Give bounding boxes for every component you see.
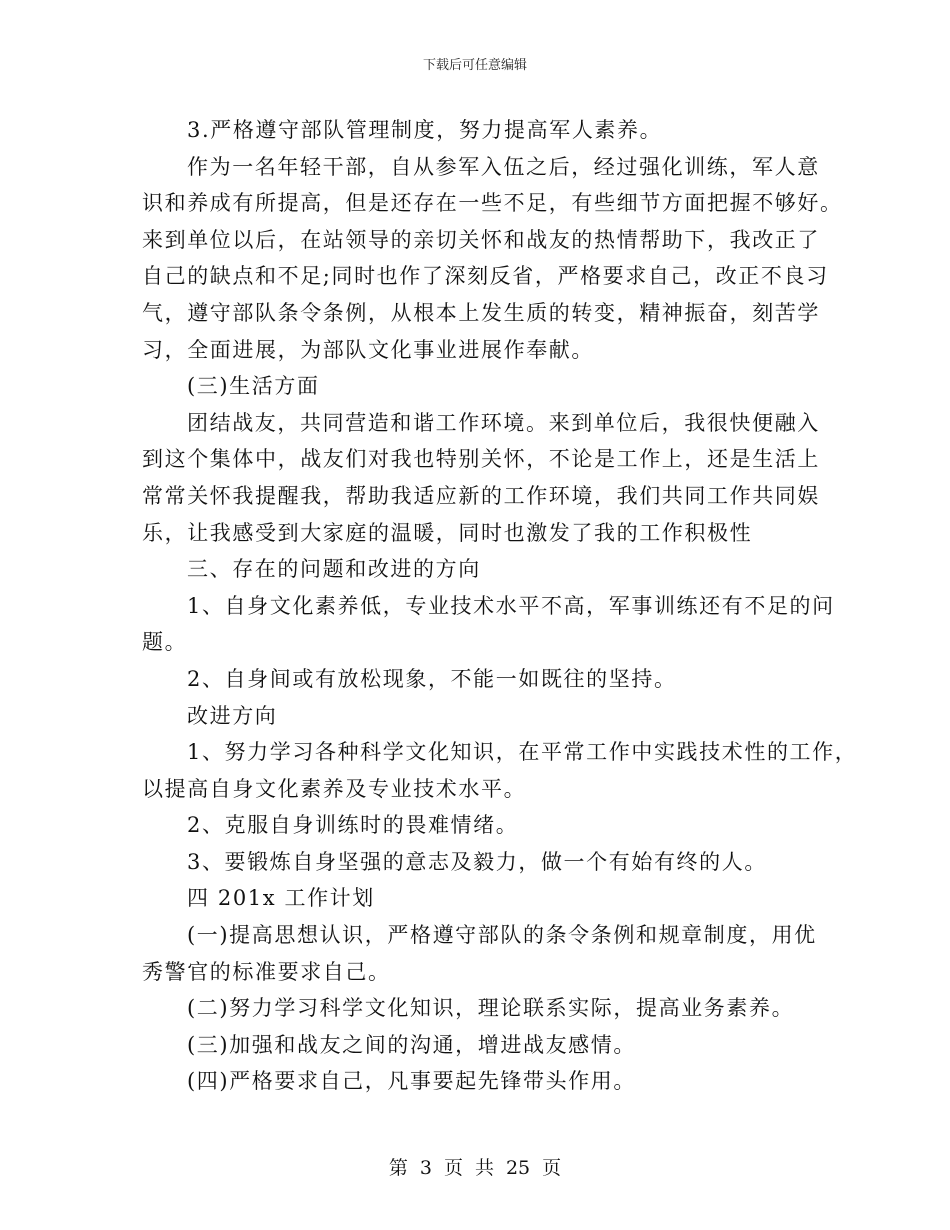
text-line: 来到单位以后，在站领导的亲切关怀和战友的热情帮助下，我改正了 bbox=[142, 227, 820, 252]
footer-prefix: 第 bbox=[388, 1157, 408, 1179]
text-line: 2、自身间或有放松现象，不能一如既往的坚持。 bbox=[187, 666, 677, 691]
text-line: 气，遵守部队条令条例，从根本上发生质的转变，精神振奋，刻苦学 bbox=[142, 300, 820, 325]
text-line: 四 201x 工作计划 bbox=[187, 886, 375, 911]
text-line: 2、克服自身训练时的畏难情绪。 bbox=[187, 813, 519, 838]
text-line: 以提高自身文化素养及专业技术水平。 bbox=[142, 776, 527, 801]
text-line: 题。 bbox=[142, 630, 188, 655]
footer-page-number: 3 bbox=[419, 1157, 432, 1179]
text-line: 自己的缺点和不足;同时也作了深刻反省，严格要求自己，改正不良习 bbox=[142, 264, 829, 289]
text-line: 乐，让我感受到大家庭的温暖，同时也激发了我的工作积极性 bbox=[142, 520, 753, 545]
text-line: 到这个集体中，战友们对我也特别关怀，不论是工作上，还是生活上 bbox=[142, 447, 820, 472]
text-line: (三)生活方面 bbox=[187, 374, 320, 399]
text-line: (四)严格要求自己，凡事要起先锋带头作用。 bbox=[187, 1069, 636, 1094]
text-line: (三)加强和战友之间的沟通，增进战友感情。 bbox=[187, 1032, 636, 1057]
page-footer bbox=[0, 1153, 950, 1180]
text-line: (一)提高思想认识，严格遵守部队的条令条例和规章制度，用优 bbox=[187, 923, 817, 948]
text-line: 改进方向 bbox=[187, 703, 278, 728]
text-line: 作为一名年轻干部，自从参军入伍之后，经过强化训练，军人意 bbox=[187, 154, 820, 179]
text-line: 3.严格遵守部队管理制度，努力提高军人素养。 bbox=[187, 118, 663, 142]
footer-total-prefix: 共 bbox=[474, 1157, 494, 1179]
text-line: 1、自身文化素养低，专业技术水平不高，军事训练还有不足的问 bbox=[187, 593, 835, 618]
text-line: 识和养成有所提高，但是还存在一些不足，有些细节方面把握不够好。 bbox=[142, 191, 843, 216]
footer-total-unit: 页 bbox=[542, 1157, 562, 1179]
text-line: 团结战友，共同营造和谐工作环境。来到单位后，我很快便融入 bbox=[187, 410, 820, 435]
text-line: 常常关怀我提醒我，帮助我适应新的工作环境，我们共同工作共同娱 bbox=[142, 483, 820, 508]
document-body bbox=[142, 112, 858, 1100]
text-line: (二)努力学习科学文化知识，理论联系实际，提高业务素养。 bbox=[187, 996, 795, 1021]
text-line: 习，全面进展，为部队文化事业进展作奉献。 bbox=[142, 337, 594, 362]
text-line: 3、要锻炼自身坚强的意志及毅力，做一个有始有终的人。 bbox=[187, 849, 767, 874]
text-line: 三、存在的问题和改进的方向 bbox=[187, 557, 481, 582]
footer-total-pages: 25 bbox=[505, 1157, 531, 1179]
page-header: 下载后可任意编辑 bbox=[422, 58, 527, 73]
text-line: 秀警官的标准要求自己。 bbox=[142, 959, 391, 984]
text-line: 1、努力学习各种科学文化知识，在平常工作中实践技术性的工作， bbox=[187, 740, 858, 765]
footer-page-unit: 页 bbox=[443, 1157, 463, 1179]
